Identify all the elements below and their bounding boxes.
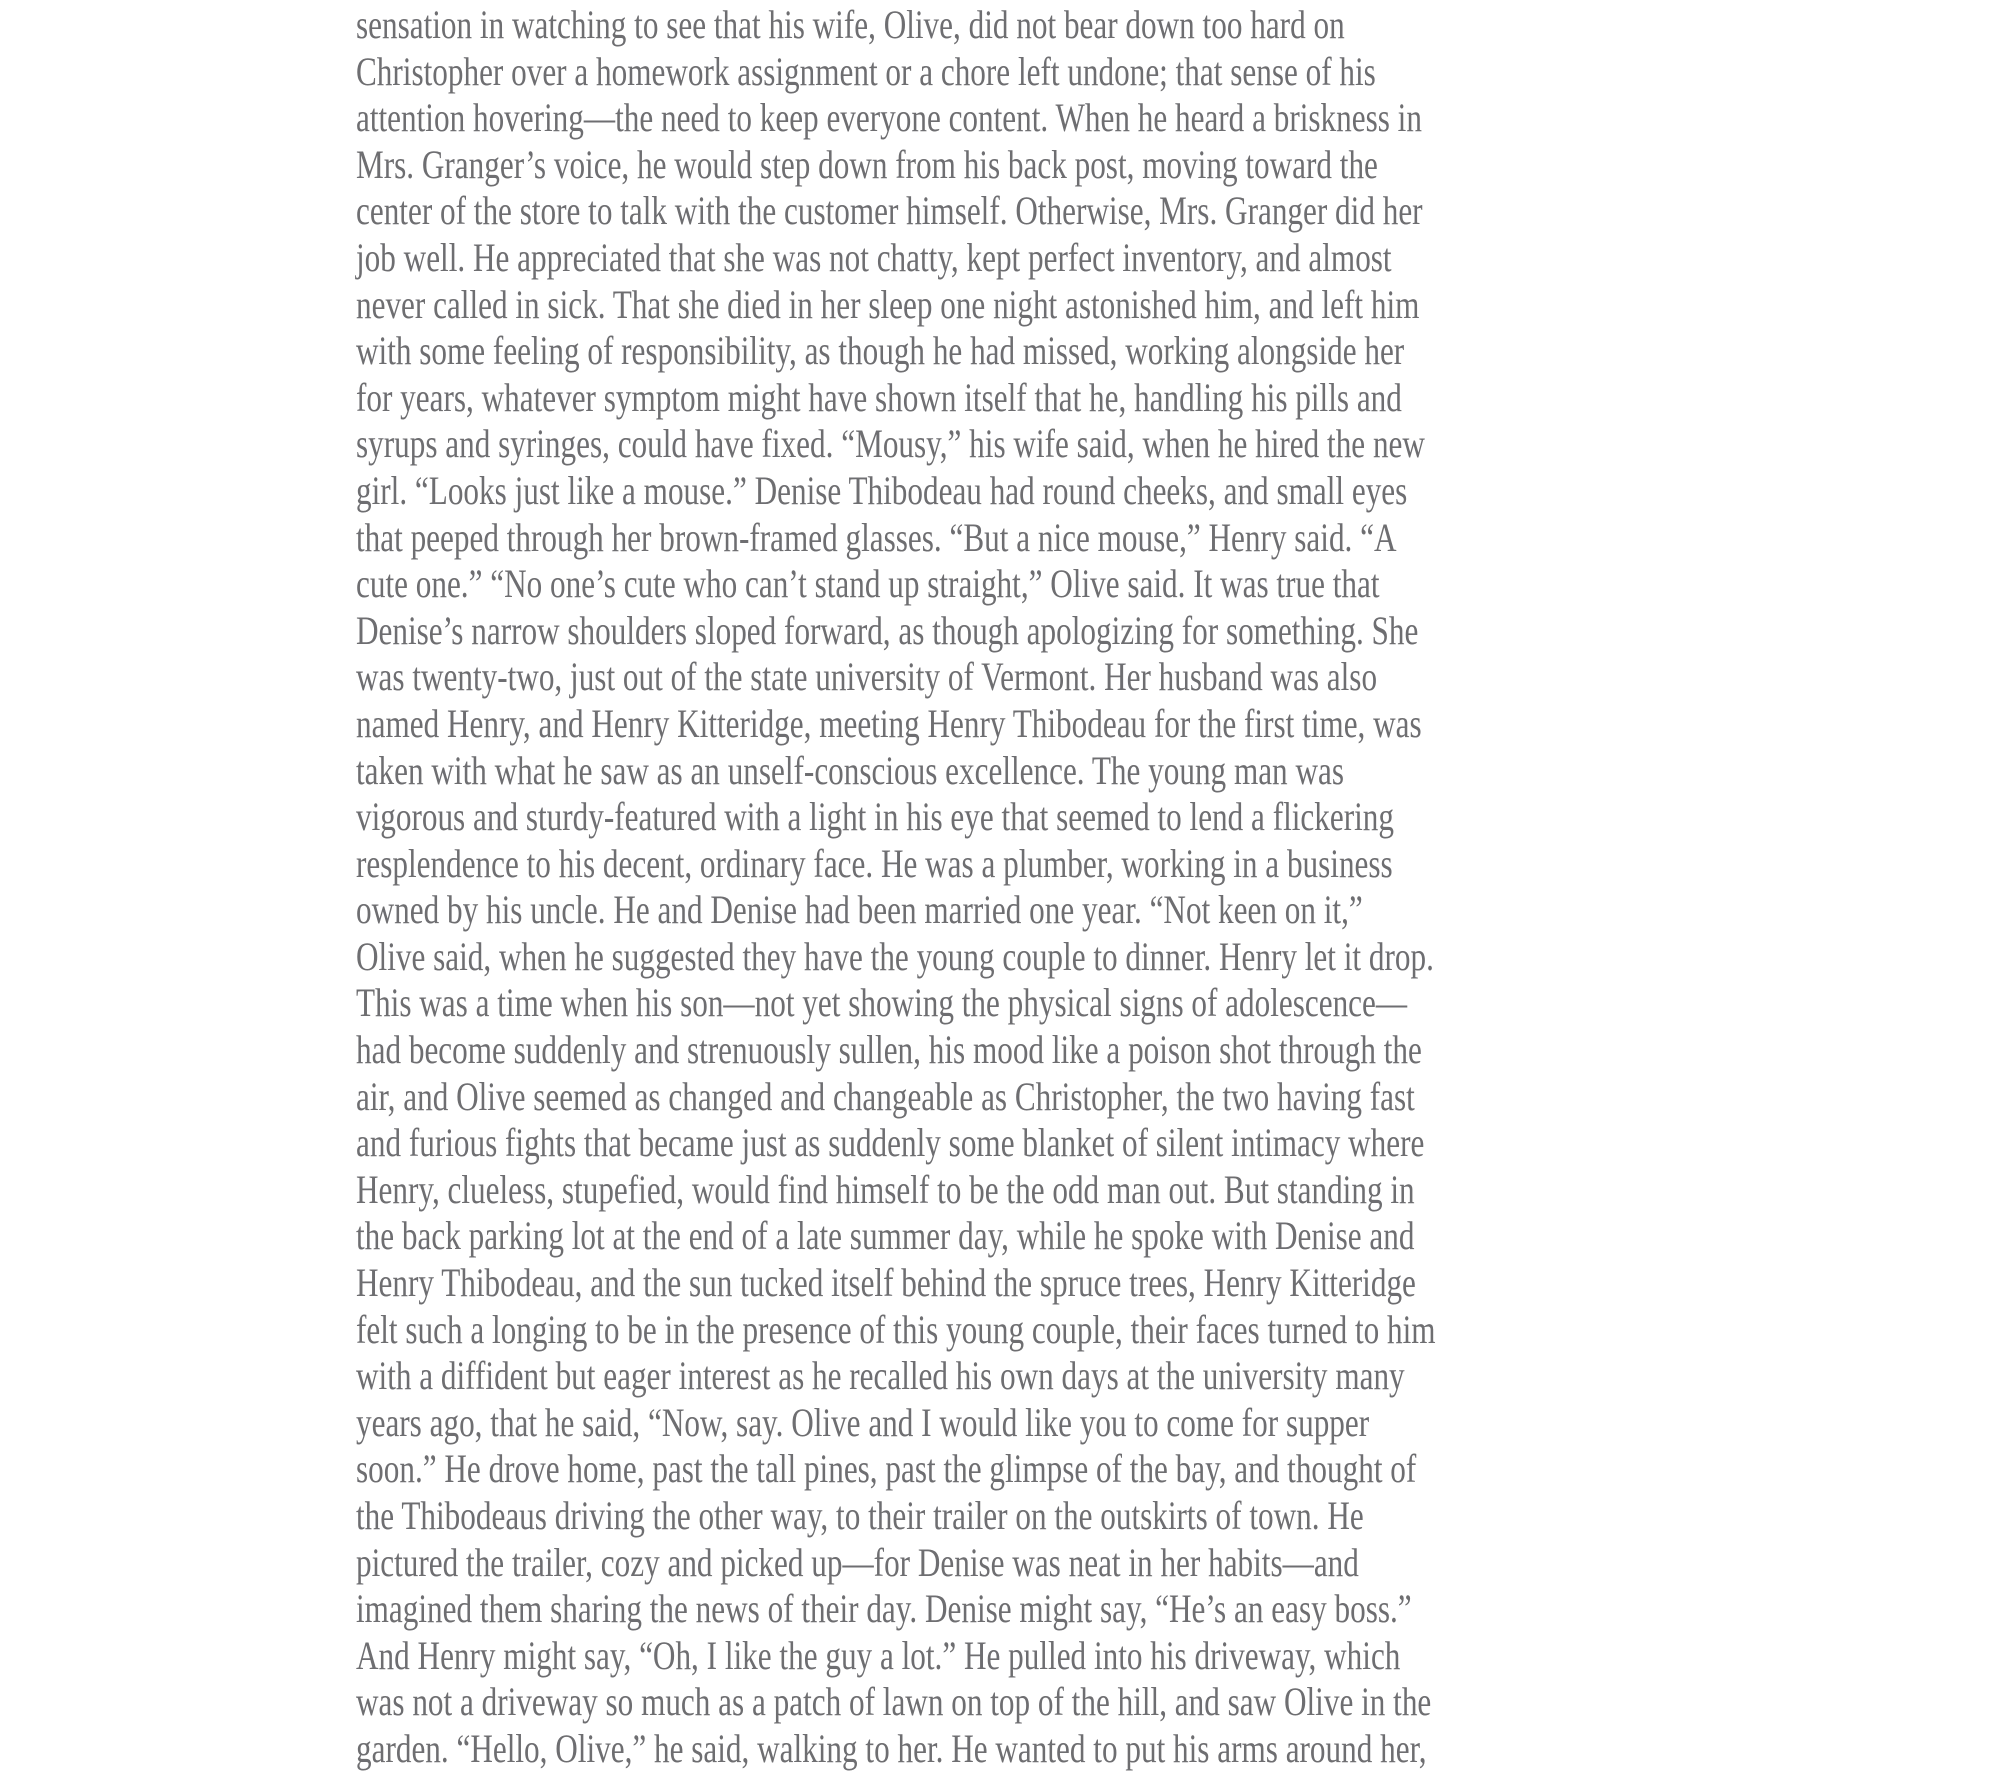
- text-line: sensation in watching to see that his wife, Olive, did not bear down too hard on: [356, 2, 1345, 47]
- text-line: that peeped through her brown-framed glasses. “But a nice mouse,” Henry said. “A: [356, 514, 1397, 560]
- text-line: named Henry, and Henry Kitteridge, meeting Henry Thibodeau for the first time, was: [356, 700, 1422, 746]
- text-line: with some feeling of responsibility, as though he had missed, working alongside her: [356, 328, 1405, 374]
- text-line: pictured the trailer, cozy and picked up—for Denise was neat in her habits—and: [356, 1539, 1359, 1585]
- text-line: cute one.” “No one’s cute who can’t stand up straight,” Olive said. It was true that: [356, 561, 1380, 607]
- text-line: had become suddenly and strenuously sullen, his mood like a poison shot through the: [356, 1027, 1422, 1073]
- text-line: never called in sick. That she died in her sleep one night astonished him, and left him: [356, 281, 1420, 327]
- text-line: Christopher over a homework assignment or a chore left undone; that sense of his: [356, 48, 1376, 94]
- text-line: was twenty-two, just out of the state university of Vermont. Her husband was also: [356, 654, 1378, 700]
- paragraph: [356, 2, 1436, 1773]
- text-line: And Henry might say, “Oh, I like the guy a lot.” He pulled into his driveway, which: [356, 1632, 1401, 1678]
- text-line: Olive said, when he suggested they have the young couple to dinner. Henry let it drop.: [356, 933, 1434, 979]
- text-line: was not a driveway so much as a patch of lawn on top of the hill, and saw Olive in the: [356, 1679, 1432, 1725]
- text-line: Denise’s narrow shoulders sloped forward, as though apologizing for something. She: [356, 607, 1419, 653]
- text-line: syrups and syringes, could have fixed. “Mousy,” his wife said, when he hired the new: [356, 421, 1425, 467]
- text-line: center of the store to talk with the customer himself. Otherwise, Mrs. Granger did her: [356, 188, 1423, 234]
- text-line: air, and Olive seemed as changed and changeable as Christopher, the two having fast: [356, 1073, 1415, 1119]
- text-line: vigorous and sturdy-featured with a light in his eye that seemed to lend a flickering: [356, 794, 1394, 840]
- text-line: soon.” He drove home, past the tall pines, past the glimpse of the bay, and thought of: [356, 1446, 1417, 1492]
- text-line: taken with what he saw as an unself-conscious excellence. The young man was: [356, 747, 1344, 793]
- text-line: resplendence to his decent, ordinary face. He was a plumber, working in a business: [356, 840, 1393, 886]
- text-line: the back parking lot at the end of a late summer day, while he spoke with Denise and: [356, 1213, 1415, 1259]
- text-line: for years, whatever symptom might have shown itself that he, handling his pills and: [356, 374, 1402, 420]
- text-line: owned by his uncle. He and Denise had been married one year. “Not keen on it,”: [356, 887, 1363, 933]
- text-line: years ago, that he said, “Now, say. Olive and I would like you to come for supper: [356, 1399, 1370, 1445]
- text-line: girl. “Looks just like a mouse.” Denise Thibodeau had round cheeks, and small eyes: [356, 467, 1408, 513]
- text-line: garden. “Hello, Olive,” he said, walking to her. He wanted to put his arms around her,: [356, 1725, 1427, 1771]
- text-line: imagined them sharing the news of their day. Denise might say, “He’s an easy boss.”: [356, 1586, 1412, 1632]
- text-line: Henry, clueless, stupefied, would find himself to be the odd man out. But standing in: [356, 1166, 1415, 1212]
- text-line: felt such a longing to be in the presence of this young couple, their faces turned to him: [356, 1306, 1436, 1352]
- text-line: the Thibodeaus driving the other way, to their trailer on the outskirts of town. He: [356, 1493, 1364, 1538]
- text-line: and furious fights that became just as suddenly some blanket of silent intimacy where: [356, 1120, 1425, 1166]
- text-line: attention hovering—the need to keep everyone content. When he heard a briskness in: [356, 95, 1422, 141]
- text-line: with a diffident but eager interest as he recalled his own days at the university many: [356, 1353, 1405, 1399]
- text-line: job well. He appreciated that she was not chatty, kept perfect inventory, and almost: [356, 234, 1392, 280]
- text-line: This was a time when his son—not yet showing the physical signs of adolescence—: [356, 980, 1408, 1026]
- text-line: Mrs. Granger’s voice, he would step down from his back post, moving toward the: [356, 141, 1378, 187]
- text-line: Henry Thibodeau, and the sun tucked itself behind the spruce trees, Henry Kitteridge: [356, 1260, 1416, 1306]
